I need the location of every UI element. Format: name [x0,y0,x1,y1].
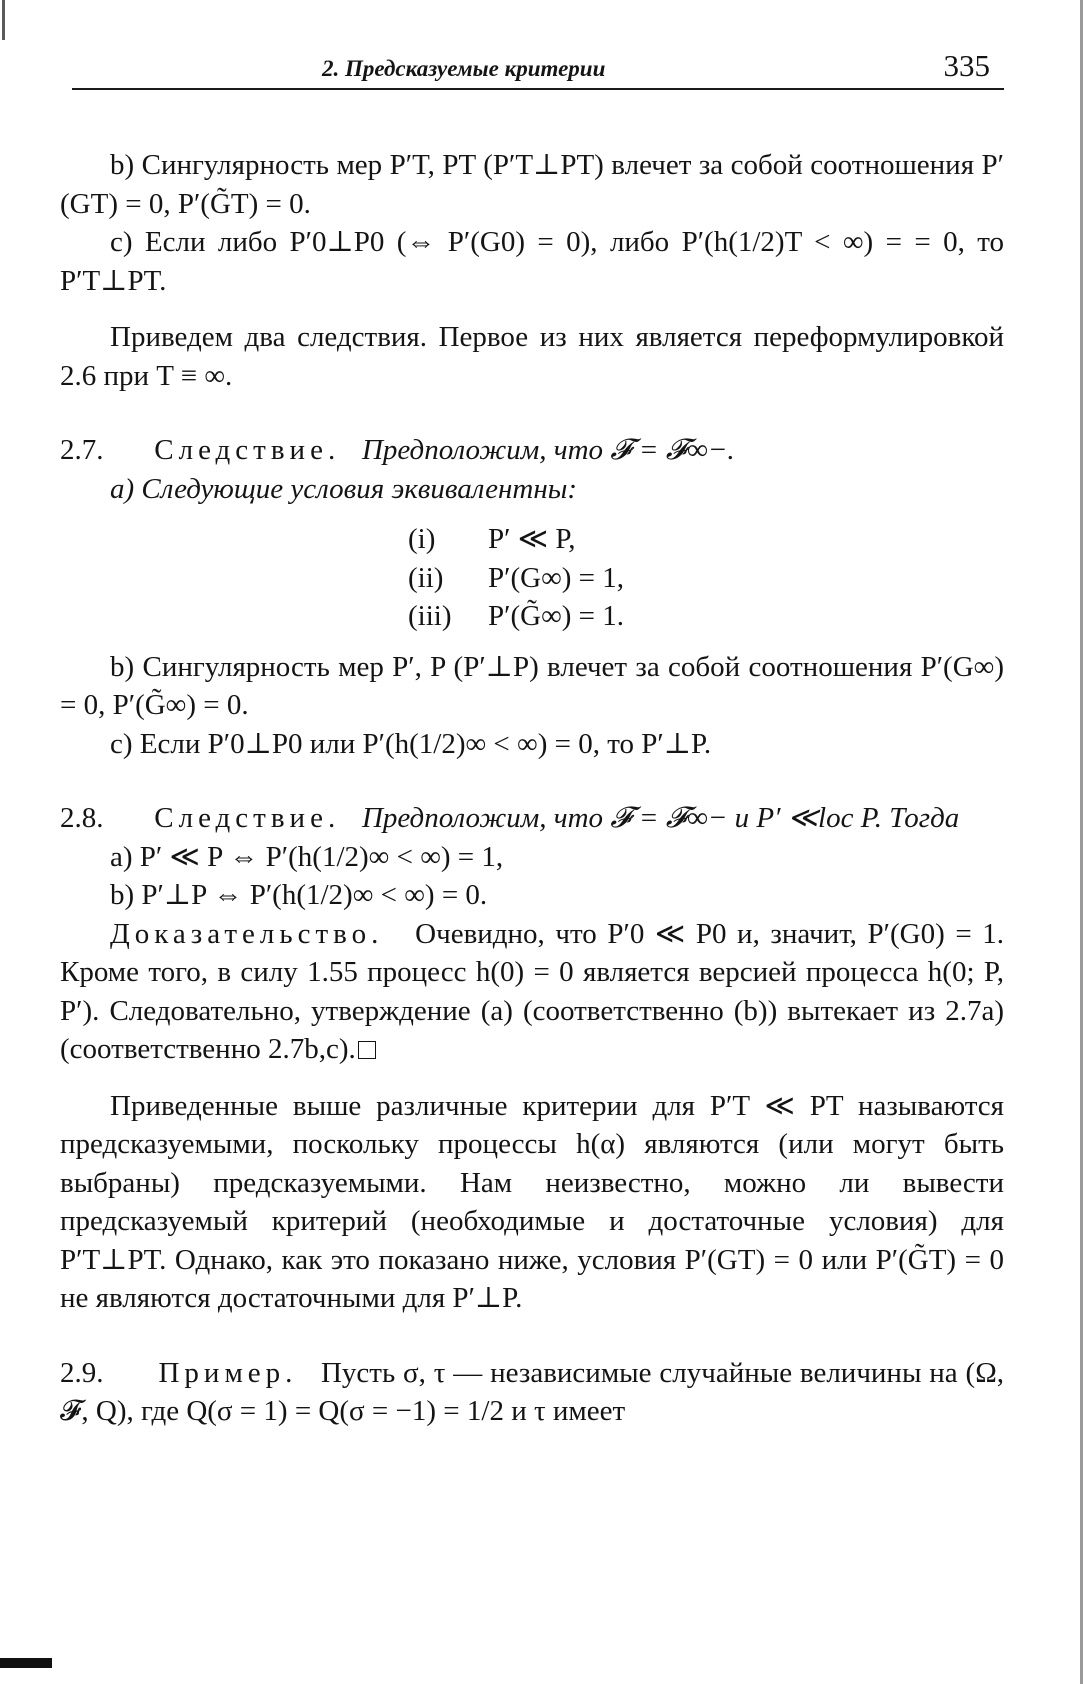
condition-label: (i) [408,523,436,555]
page-number: 335 [943,48,990,83]
condition-formula: P′(G̃∞) = 1. [488,600,625,632]
example-number: 2.9. [60,1356,104,1389]
corollary-title: Следствие. [154,434,341,466]
page-body [60,146,1004,1431]
corollary-2-8-item-a: a) P′ ≪ P ⇔ P′(h(1/2)∞ < ∞) = 1, [110,840,504,873]
condition-label: (ii) [408,561,444,594]
corollary-title: Следствие. [154,802,341,834]
paragraph-c-condition-T: c) Если либо P′0⊥P0 (⇔ P′(G0) = 0), либо P′(h(1/2)T < ∞) = = 0, то P′T⊥PT. [60,226,1004,297]
corollary-2-8-heading [60,799,1004,838]
paragraph-two-consequences: Приведем два следствия. Первое из них является переформулировкой 2.6 при T ≡ ∞. [60,321,1004,392]
corollary-2-8-item-b: b) P′⊥P ⇔ P′(h(1/2)∞ < ∞) = 0. [110,879,488,911]
running-title: 2. Предсказуемые критерии [322,56,606,81]
corollary-2-7-item-c: c) Если P′0⊥P0 или P′(h(1/2)∞ < ∞) = 0, то P′⊥P. [110,727,712,760]
discussion-paragraph: Приведенные выше различные критерии для P′T ≪ PT называются предсказуемыми, поскольку процессы h(α) являются (или могут быть выбраны) предсказуемыми. Нам неизвестно, можно ли вывести предсказуемый критерий (необходимые и достаточные условия) для P′T⊥PT. Однако, как это показано ниже, условия P′(GT) = 0 или P′(G̃T) = 0 не являются достаточными для P′⊥P. [60,1089,1004,1314]
proof-paragraph [60,915,1004,1069]
corollary-number: 2.7. [60,434,104,466]
condition-row [408,559,1004,598]
condition-row [408,520,1004,559]
corollary-number: 2.8. [60,802,104,834]
paragraph-b-singularity-T: b) Сингулярность мер P′T, PT (P′T⊥PT) влечет за собой соотношения P′(GT) = 0, P′(G̃T) = 0. [60,149,1004,220]
condition-label: (iii) [408,600,452,632]
header-rule [72,88,1004,90]
corollary-assumption: Предположим, что 𝓕 = 𝓕∞− и P′ ≪loc P. Тогда [361,802,960,834]
scan-edge-mark-bottom [0,1658,52,1668]
condition-row [408,597,1004,636]
condition-formula: P′(G∞) = 1, [488,561,625,594]
scan-edge-mark [2,0,5,40]
equivalent-conditions-list [408,520,1004,636]
proof-heading: Доказательство. [110,917,384,950]
corollary-2-7-item-a: a) Следующие условия эквивалентны: [110,472,578,505]
condition-formula: P′ ≪ P, [488,523,576,555]
proof-text: Очевидно, что P′0 ≪ P0 и, значит, P′(G0) = 1. Кроме того, в силу 1.55 процесс h(0) = 0 является версией процесса h(0; P, P′). Следовательно, утверждение (a) (соответственно (b)) вытекает из 2.7a) (соответственно 2.7b,c). [60,917,1005,1065]
example-title: Пример. [158,1356,298,1389]
corollary-assumption: Предположим, что 𝓕 = 𝓕∞−. [361,434,735,466]
corollary-2-7-heading [60,431,1004,470]
example-text: Пусть σ, τ — независимые случайные величины на (Ω, 𝓕, Q), где Q(σ = 1) = Q(σ = −1) = 1/2 и τ имеет [60,1356,1004,1427]
example-2-9-paragraph [60,1354,1004,1431]
qed-square-icon [358,1041,376,1059]
corollary-2-7-item-b: b) Сингулярность мер P′, P (P′⊥P) влечет за собой соотношения P′(G∞) = 0, P′(G̃∞) = 0. [60,650,1004,721]
